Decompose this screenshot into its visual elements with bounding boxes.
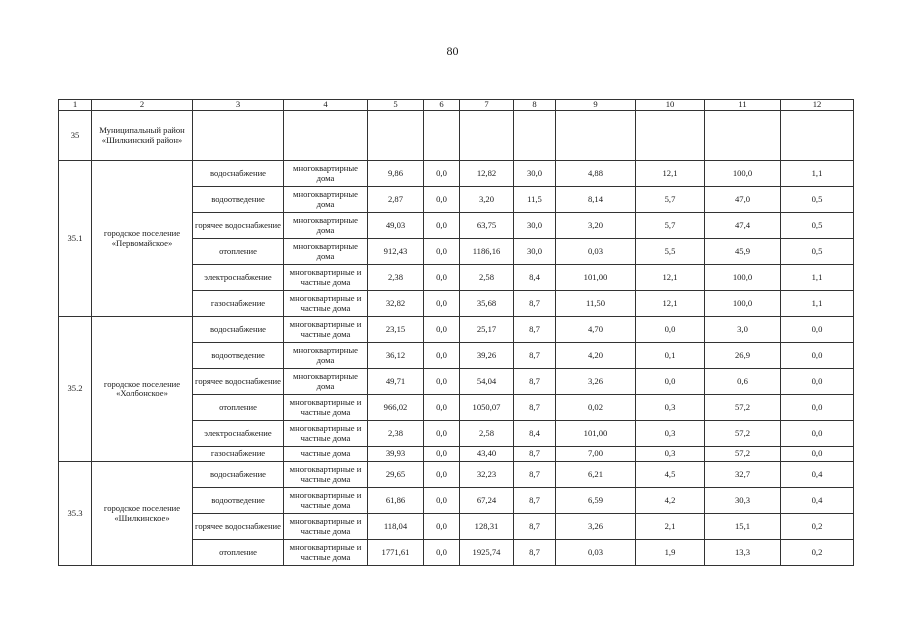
value-c7: 3,20 bbox=[460, 187, 514, 213]
value-c6: 0,0 bbox=[424, 369, 460, 395]
value-c6: 0,0 bbox=[424, 421, 460, 447]
service-name: водоснабжение bbox=[193, 317, 284, 343]
value-c11: 0,6 bbox=[705, 369, 781, 395]
value-c10: 2,1 bbox=[636, 514, 705, 540]
value-c6: 0,0 bbox=[424, 265, 460, 291]
value-c7: 25,17 bbox=[460, 317, 514, 343]
service-name: водоснабжение bbox=[193, 161, 284, 187]
service-name: отопление bbox=[193, 395, 284, 421]
empty-cell bbox=[705, 111, 781, 161]
column-number: 1 bbox=[59, 100, 92, 111]
value-c12: 0,0 bbox=[781, 447, 854, 462]
value-c5: 9,86 bbox=[368, 161, 424, 187]
column-number: 9 bbox=[556, 100, 636, 111]
value-c9: 0,03 bbox=[556, 239, 636, 265]
value-c5: 49,03 bbox=[368, 213, 424, 239]
service-name: водоотведение bbox=[193, 488, 284, 514]
value-c11: 47,0 bbox=[705, 187, 781, 213]
value-c12: 1,1 bbox=[781, 291, 854, 317]
district-row bbox=[59, 111, 854, 161]
settlement-name: городское поселение «Шилкинское» bbox=[92, 462, 193, 566]
value-c12: 0,4 bbox=[781, 462, 854, 488]
empty-cell bbox=[514, 111, 556, 161]
value-c7: 54,04 bbox=[460, 369, 514, 395]
housing-type: многоквартирные и частные дома bbox=[284, 291, 368, 317]
value-c10: 0,3 bbox=[636, 447, 705, 462]
value-c8: 11,5 bbox=[514, 187, 556, 213]
value-c7: 67,24 bbox=[460, 488, 514, 514]
value-c6: 0,0 bbox=[424, 291, 460, 317]
empty-cell bbox=[284, 111, 368, 161]
value-c6: 0,0 bbox=[424, 187, 460, 213]
value-c5: 32,82 bbox=[368, 291, 424, 317]
service-name: водоснабжение bbox=[193, 462, 284, 488]
value-c9: 4,20 bbox=[556, 343, 636, 369]
value-c8: 8,7 bbox=[514, 291, 556, 317]
column-number: 10 bbox=[636, 100, 705, 111]
housing-type: многоквартирные и частные дома bbox=[284, 462, 368, 488]
value-c11: 100,0 bbox=[705, 265, 781, 291]
value-c8: 8,7 bbox=[514, 317, 556, 343]
value-c10: 4,5 bbox=[636, 462, 705, 488]
service-name: горячее водоснабжение bbox=[193, 514, 284, 540]
table-row bbox=[59, 462, 854, 488]
settlement-code: 35.3 bbox=[59, 462, 92, 566]
empty-cell bbox=[636, 111, 705, 161]
value-c10: 12,1 bbox=[636, 291, 705, 317]
value-c8: 8,7 bbox=[514, 462, 556, 488]
value-c9: 3,20 bbox=[556, 213, 636, 239]
value-c7: 1186,16 bbox=[460, 239, 514, 265]
value-c10: 0,0 bbox=[636, 369, 705, 395]
value-c6: 0,0 bbox=[424, 540, 460, 566]
value-c11: 3,0 bbox=[705, 317, 781, 343]
value-c5: 61,86 bbox=[368, 488, 424, 514]
column-number: 2 bbox=[92, 100, 193, 111]
value-c9: 101,00 bbox=[556, 265, 636, 291]
value-c8: 8,7 bbox=[514, 514, 556, 540]
housing-type: многоквартирные дома bbox=[284, 161, 368, 187]
value-c5: 2,38 bbox=[368, 421, 424, 447]
value-c5: 2,87 bbox=[368, 187, 424, 213]
value-c5: 29,65 bbox=[368, 462, 424, 488]
value-c5: 966,02 bbox=[368, 395, 424, 421]
column-number: 11 bbox=[705, 100, 781, 111]
value-c6: 0,0 bbox=[424, 462, 460, 488]
service-name: газоснабжение bbox=[193, 291, 284, 317]
service-name: электроснабжение bbox=[193, 421, 284, 447]
value-c12: 1,1 bbox=[781, 161, 854, 187]
value-c7: 63,75 bbox=[460, 213, 514, 239]
empty-cell bbox=[460, 111, 514, 161]
value-c8: 8,7 bbox=[514, 369, 556, 395]
data-table bbox=[58, 99, 854, 566]
value-c12: 0,0 bbox=[781, 343, 854, 369]
value-c6: 0,0 bbox=[424, 514, 460, 540]
value-c5: 23,15 bbox=[368, 317, 424, 343]
empty-cell bbox=[556, 111, 636, 161]
settlement-code: 35.1 bbox=[59, 161, 92, 317]
value-c10: 12,1 bbox=[636, 265, 705, 291]
value-c9: 3,26 bbox=[556, 369, 636, 395]
value-c5: 49,71 bbox=[368, 369, 424, 395]
value-c12: 0,0 bbox=[781, 421, 854, 447]
value-c8: 30,0 bbox=[514, 161, 556, 187]
value-c11: 13,3 bbox=[705, 540, 781, 566]
value-c10: 0,0 bbox=[636, 317, 705, 343]
value-c6: 0,0 bbox=[424, 161, 460, 187]
district-name: Муниципальный район «Шилкинский район» bbox=[92, 111, 193, 161]
column-number: 8 bbox=[514, 100, 556, 111]
value-c6: 0,0 bbox=[424, 239, 460, 265]
value-c11: 26,9 bbox=[705, 343, 781, 369]
value-c6: 0,0 bbox=[424, 395, 460, 421]
value-c7: 2,58 bbox=[460, 421, 514, 447]
column-number: 12 bbox=[781, 100, 854, 111]
value-c6: 0,0 bbox=[424, 317, 460, 343]
service-name: горячее водоснабжение bbox=[193, 369, 284, 395]
value-c11: 30,3 bbox=[705, 488, 781, 514]
housing-type: многоквартирные и частные дома bbox=[284, 540, 368, 566]
value-c12: 0,5 bbox=[781, 213, 854, 239]
value-c11: 47,4 bbox=[705, 213, 781, 239]
value-c12: 0,5 bbox=[781, 187, 854, 213]
value-c7: 32,23 bbox=[460, 462, 514, 488]
value-c6: 0,0 bbox=[424, 488, 460, 514]
empty-cell bbox=[781, 111, 854, 161]
value-c6: 0,0 bbox=[424, 343, 460, 369]
service-name: отопление bbox=[193, 540, 284, 566]
value-c5: 118,04 bbox=[368, 514, 424, 540]
value-c12: 0,0 bbox=[781, 317, 854, 343]
housing-type: многоквартирные дома bbox=[284, 369, 368, 395]
value-c7: 12,82 bbox=[460, 161, 514, 187]
value-c8: 8,7 bbox=[514, 488, 556, 514]
value-c12: 0,2 bbox=[781, 540, 854, 566]
value-c7: 1925,74 bbox=[460, 540, 514, 566]
value-c10: 0,3 bbox=[636, 395, 705, 421]
value-c11: 15,1 bbox=[705, 514, 781, 540]
value-c10: 4,2 bbox=[636, 488, 705, 514]
housing-type: многоквартирные и частные дома bbox=[284, 317, 368, 343]
value-c8: 8,7 bbox=[514, 540, 556, 566]
value-c6: 0,0 bbox=[424, 213, 460, 239]
value-c5: 912,43 bbox=[368, 239, 424, 265]
settlement-code: 35.2 bbox=[59, 317, 92, 462]
district-code: 35 bbox=[59, 111, 92, 161]
column-number: 6 bbox=[424, 100, 460, 111]
value-c12: 0,4 bbox=[781, 488, 854, 514]
column-number: 4 bbox=[284, 100, 368, 111]
service-name: газоснабжение bbox=[193, 447, 284, 462]
housing-type: многоквартирные и частные дома bbox=[284, 421, 368, 447]
value-c5: 2,38 bbox=[368, 265, 424, 291]
value-c12: 0,0 bbox=[781, 395, 854, 421]
value-c9: 4,88 bbox=[556, 161, 636, 187]
housing-type: частные дома bbox=[284, 447, 368, 462]
value-c10: 1,9 bbox=[636, 540, 705, 566]
value-c9: 0,02 bbox=[556, 395, 636, 421]
service-name: электроснабжение bbox=[193, 265, 284, 291]
page-number: 80 bbox=[446, 44, 459, 58]
value-c7: 128,31 bbox=[460, 514, 514, 540]
value-c8: 8,7 bbox=[514, 343, 556, 369]
value-c8: 8,7 bbox=[514, 395, 556, 421]
housing-type: многоквартирные и частные дома bbox=[284, 265, 368, 291]
value-c10: 0,1 bbox=[636, 343, 705, 369]
value-c9: 4,70 bbox=[556, 317, 636, 343]
value-c5: 36,12 bbox=[368, 343, 424, 369]
column-number-row bbox=[59, 100, 854, 111]
value-c12: 1,1 bbox=[781, 265, 854, 291]
value-c9: 8,14 bbox=[556, 187, 636, 213]
value-c7: 39,26 bbox=[460, 343, 514, 369]
value-c11: 57,2 bbox=[705, 395, 781, 421]
table-row bbox=[59, 317, 854, 343]
value-c7: 2,58 bbox=[460, 265, 514, 291]
value-c9: 6,21 bbox=[556, 462, 636, 488]
value-c5: 39,93 bbox=[368, 447, 424, 462]
service-name: водоотведение bbox=[193, 187, 284, 213]
value-c11: 45,9 bbox=[705, 239, 781, 265]
value-c8: 8,4 bbox=[514, 265, 556, 291]
value-c10: 5,7 bbox=[636, 187, 705, 213]
value-c8: 30,0 bbox=[514, 239, 556, 265]
value-c7: 35,68 bbox=[460, 291, 514, 317]
housing-type: многоквартирные дома bbox=[284, 343, 368, 369]
housing-type: многоквартирные дома bbox=[284, 239, 368, 265]
value-c9: 7,00 bbox=[556, 447, 636, 462]
value-c9: 3,26 bbox=[556, 514, 636, 540]
housing-type: многоквартирные и частные дома bbox=[284, 488, 368, 514]
value-c12: 0,0 bbox=[781, 369, 854, 395]
value-c10: 12,1 bbox=[636, 161, 705, 187]
empty-cell bbox=[424, 111, 460, 161]
value-c11: 100,0 bbox=[705, 291, 781, 317]
housing-type: многоквартирные дома bbox=[284, 187, 368, 213]
empty-cell bbox=[368, 111, 424, 161]
value-c6: 0,0 bbox=[424, 447, 460, 462]
value-c11: 100,0 bbox=[705, 161, 781, 187]
value-c10: 5,7 bbox=[636, 213, 705, 239]
service-name: отопление bbox=[193, 239, 284, 265]
value-c12: 0,5 bbox=[781, 239, 854, 265]
value-c11: 57,2 bbox=[705, 421, 781, 447]
value-c9: 11,50 bbox=[556, 291, 636, 317]
service-name: водоотведение bbox=[193, 343, 284, 369]
table-row bbox=[59, 161, 854, 187]
value-c11: 32,7 bbox=[705, 462, 781, 488]
settlement-name: городское поселение «Первомайское» bbox=[92, 161, 193, 317]
value-c10: 5,5 bbox=[636, 239, 705, 265]
value-c8: 30,0 bbox=[514, 213, 556, 239]
settlement-name: городское поселение «Холбонское» bbox=[92, 317, 193, 462]
value-c7: 43,40 bbox=[460, 447, 514, 462]
column-number: 7 bbox=[460, 100, 514, 111]
column-number: 3 bbox=[193, 100, 284, 111]
housing-type: многоквартирные дома bbox=[284, 213, 368, 239]
value-c12: 0,2 bbox=[781, 514, 854, 540]
value-c8: 8,4 bbox=[514, 421, 556, 447]
value-c7: 1050,07 bbox=[460, 395, 514, 421]
housing-type: многоквартирные и частные дома bbox=[284, 514, 368, 540]
value-c5: 1771,61 bbox=[368, 540, 424, 566]
column-number: 5 bbox=[368, 100, 424, 111]
empty-cell bbox=[193, 111, 284, 161]
value-c8: 8,7 bbox=[514, 447, 556, 462]
value-c9: 0,03 bbox=[556, 540, 636, 566]
value-c10: 0,3 bbox=[636, 421, 705, 447]
service-name: горячее водоснабжение bbox=[193, 213, 284, 239]
value-c9: 6,59 bbox=[556, 488, 636, 514]
value-c11: 57,2 bbox=[705, 447, 781, 462]
housing-type: многоквартирные и частные дома bbox=[284, 395, 368, 421]
value-c9: 101,00 bbox=[556, 421, 636, 447]
